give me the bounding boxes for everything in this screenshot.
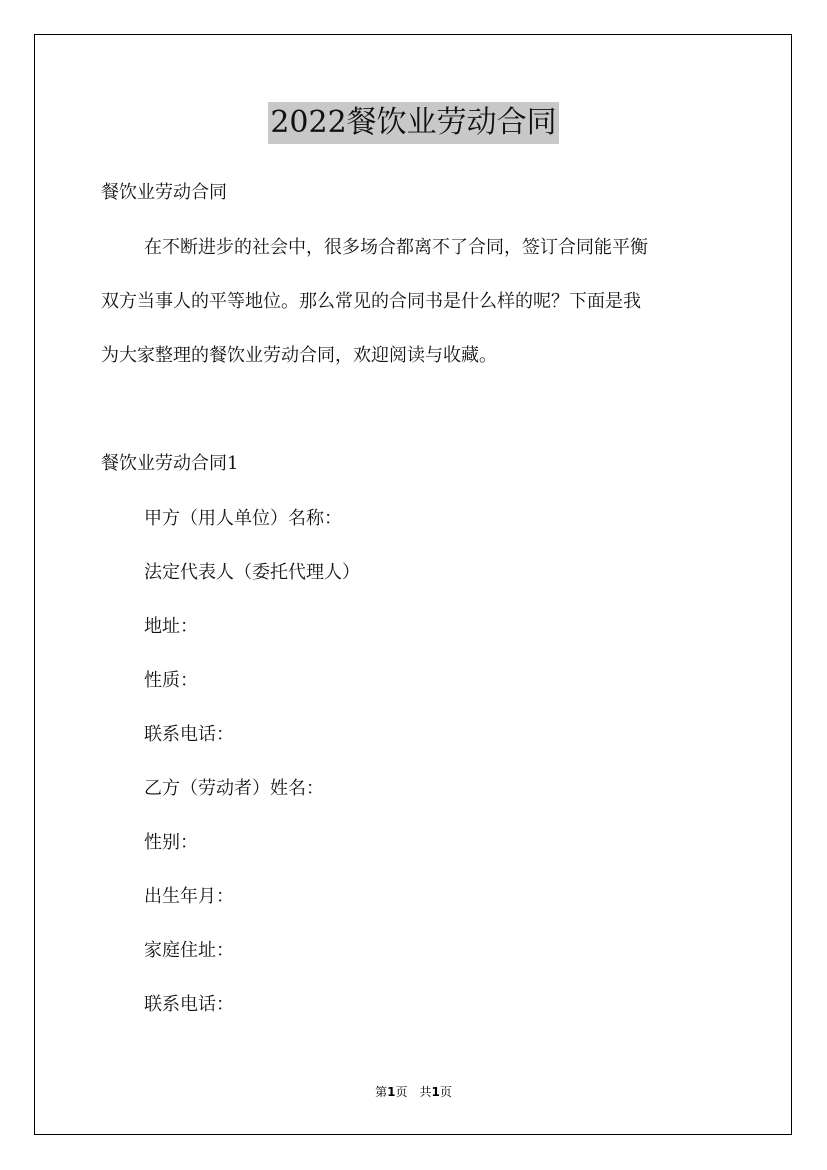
field-party-a-name: 甲方（用人单位）名称： [144, 508, 342, 529]
field-address: 地址： [144, 616, 198, 637]
footer-middle: 页 共 [395, 1085, 432, 1099]
field-phone-b: 联系电话： [144, 994, 234, 1015]
field-gender: 性别： [144, 832, 198, 853]
footer-page-number: 1 [387, 1085, 396, 1099]
subtitle: 餐饮业劳动合同 [101, 182, 227, 203]
field-nature: 性质： [144, 670, 198, 691]
footer-prefix: 第 [375, 1085, 388, 1099]
field-phone-a: 联系电话： [144, 724, 234, 745]
field-home-address: 家庭住址： [144, 940, 234, 961]
section-heading: 餐饮业劳动合同1 [101, 453, 239, 474]
intro-line-3: 为大家整理的餐饮业劳动合同，欢迎阅读与收藏。 [101, 345, 497, 366]
field-legal-representative: 法定代表人（委托代理人） [144, 562, 360, 583]
field-birth-date: 出生年月： [144, 886, 234, 907]
title-container [0, 102, 827, 144]
field-party-b-name: 乙方（劳动者）姓名： [144, 778, 324, 799]
page-footer [0, 1084, 827, 1100]
footer-suffix: 页 [439, 1085, 452, 1099]
intro-line-1: 在不断进步的社会中，很多场合都离不了合同，签订合同能平衡 [144, 237, 648, 258]
footer-total-pages: 1 [431, 1085, 440, 1099]
intro-line-2: 双方当事人的平等地位。那么常见的合同书是什么样的呢？下面是我 [101, 291, 641, 312]
document-title: 2022餐饮业劳动合同 [268, 102, 558, 144]
